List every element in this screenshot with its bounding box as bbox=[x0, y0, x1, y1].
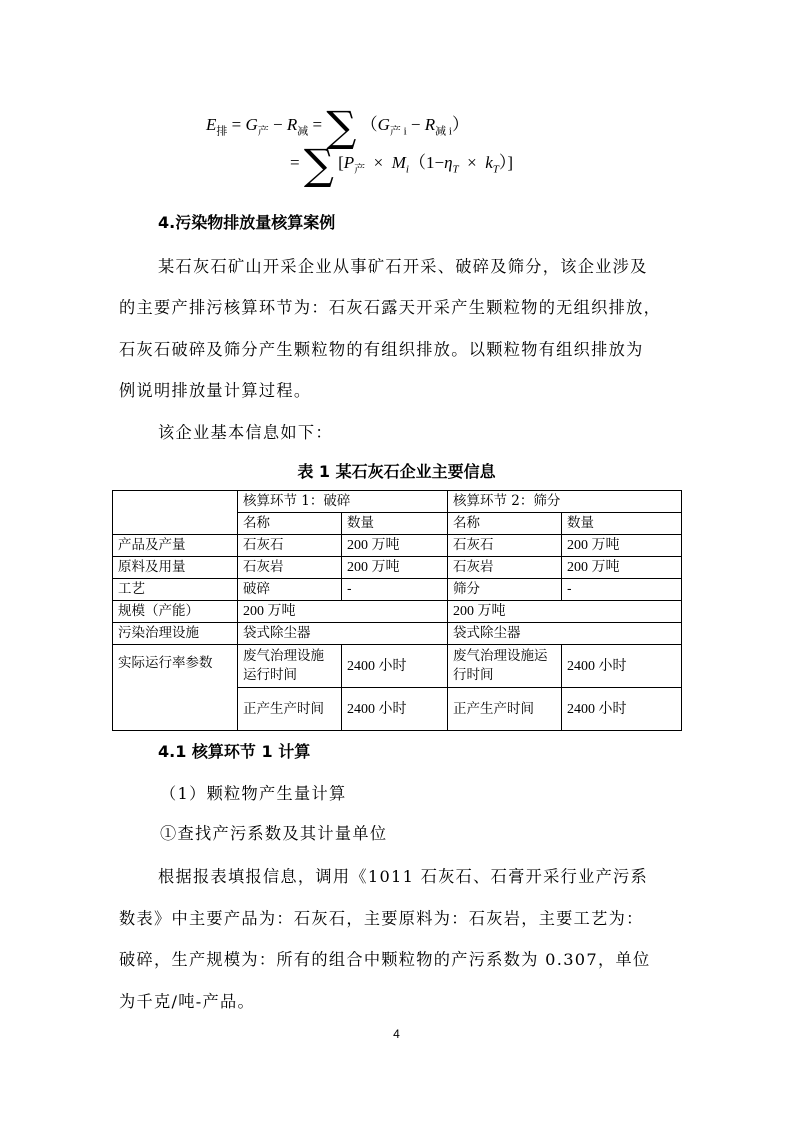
table-cell: 石灰石 bbox=[238, 535, 342, 557]
table-cell: - bbox=[342, 579, 448, 601]
table-row bbox=[113, 645, 682, 688]
table-cell: 2400 小时 bbox=[562, 688, 682, 731]
table-header-cell: 核算环节 1：破碎 bbox=[238, 491, 448, 513]
table-cell: 正产生产时间 bbox=[238, 688, 342, 731]
paragraph-line: 石灰石破碎及筛分产生颗粒物的有组织排放。以颗粒物有组织排放为 bbox=[119, 340, 644, 359]
table-row-label: 原料及用量 bbox=[113, 557, 238, 579]
table-cell: 正产生产时间 bbox=[448, 688, 562, 731]
table-row bbox=[113, 601, 682, 623]
table-cell: 200 万吨 bbox=[238, 601, 448, 623]
table-header-cell: 数量 bbox=[562, 513, 682, 535]
paragraph-line: 某石灰石矿山开采企业从事矿石开采、破碎及筛分，该企业涉及 bbox=[158, 257, 648, 276]
paragraph-line: 数表》中主要产品为：石灰石，主要原料为：石灰岩，主要工艺为： bbox=[119, 909, 644, 928]
table-header-cell: 数量 bbox=[342, 513, 448, 535]
step-heading: （1）颗粒物产生量计算 bbox=[160, 784, 347, 803]
table-cell: 筛分 bbox=[448, 579, 562, 601]
table-header-cell: 核算环节 2：筛分 bbox=[448, 491, 682, 513]
paragraph-line: 破碎，生产规模为：所有的组合中颗粒物的产污系数为 0.307，单位 bbox=[119, 950, 651, 969]
page-number: 4 bbox=[393, 1027, 400, 1041]
table-row-label: 实际运行率参数 bbox=[113, 645, 238, 731]
section-heading: 4.污染物排放量核算案例 bbox=[158, 213, 336, 232]
table-row-label: 产品及产量 bbox=[113, 535, 238, 557]
table-row bbox=[113, 535, 682, 557]
table-row bbox=[113, 579, 682, 601]
enterprise-info-table bbox=[112, 490, 682, 731]
table-cell: 200 万吨 bbox=[562, 535, 682, 557]
table-cell bbox=[113, 491, 238, 535]
summation-symbol: ∑ bbox=[326, 102, 357, 151]
paragraph-line: 根据报表填报信息，调用《1011 石灰石、石膏开采行业产污系 bbox=[158, 867, 649, 886]
table-cell: 200 万吨 bbox=[448, 601, 682, 623]
table-caption: 表 1 某石灰石企业主要信息 bbox=[297, 462, 496, 481]
table-row bbox=[113, 491, 682, 513]
table-cell: - bbox=[562, 579, 682, 601]
table-cell: 废气治理设施运行时间 bbox=[448, 645, 562, 688]
summation-symbol: ∑ bbox=[303, 140, 334, 189]
table-cell: 200 万吨 bbox=[342, 557, 448, 579]
table-cell: 石灰石 bbox=[448, 535, 562, 557]
table-cell: 石灰岩 bbox=[448, 557, 562, 579]
table-cell: 袋式除尘器 bbox=[238, 623, 448, 645]
paragraph-line: 例说明排放量计算过程。 bbox=[119, 381, 312, 400]
table-cell: 石灰岩 bbox=[238, 557, 342, 579]
table-header-cell: 名称 bbox=[238, 513, 342, 535]
step-heading: ①查找产污系数及其计量单位 bbox=[160, 824, 388, 843]
table-cell: 袋式除尘器 bbox=[448, 623, 682, 645]
table-cell: 2400 小时 bbox=[562, 645, 682, 688]
subsection-heading: 4.1 核算环节 1 计算 bbox=[158, 742, 311, 761]
table-cell: 2400 小时 bbox=[342, 688, 448, 731]
table-cell: 废气治理设施运行时间 bbox=[238, 645, 342, 688]
table-cell: 2400 小时 bbox=[342, 645, 448, 688]
table-cell: 200 万吨 bbox=[562, 557, 682, 579]
table-header-cell: 名称 bbox=[448, 513, 562, 535]
formula-line-2: = ∑ $[P_产 \times M_i(1-\eta_T \times k_T)]$ bbox=[290, 140, 514, 189]
paragraph-line: 为千克/吨-产品。 bbox=[119, 992, 255, 1011]
paragraph-line: 的主要产排污核算环节为：石灰石露天开采产生颗粒物的无组织排放， bbox=[119, 298, 662, 317]
table-row-label: 规模（产能） bbox=[113, 601, 238, 623]
paragraph-line: 该企业基本信息如下： bbox=[158, 423, 333, 442]
table-cell: 200 万吨 bbox=[342, 535, 448, 557]
table-row-label: 工艺 bbox=[113, 579, 238, 601]
table-row bbox=[113, 623, 682, 645]
table-cell: 破碎 bbox=[238, 579, 342, 601]
table-row-label: 污染治理设施 bbox=[113, 623, 238, 645]
formula-line-1: $E_排 = G_产 - R_减$ = ∑ $(G_{产 i} - R_{减 i})$ bbox=[206, 102, 469, 151]
table-row bbox=[113, 557, 682, 579]
